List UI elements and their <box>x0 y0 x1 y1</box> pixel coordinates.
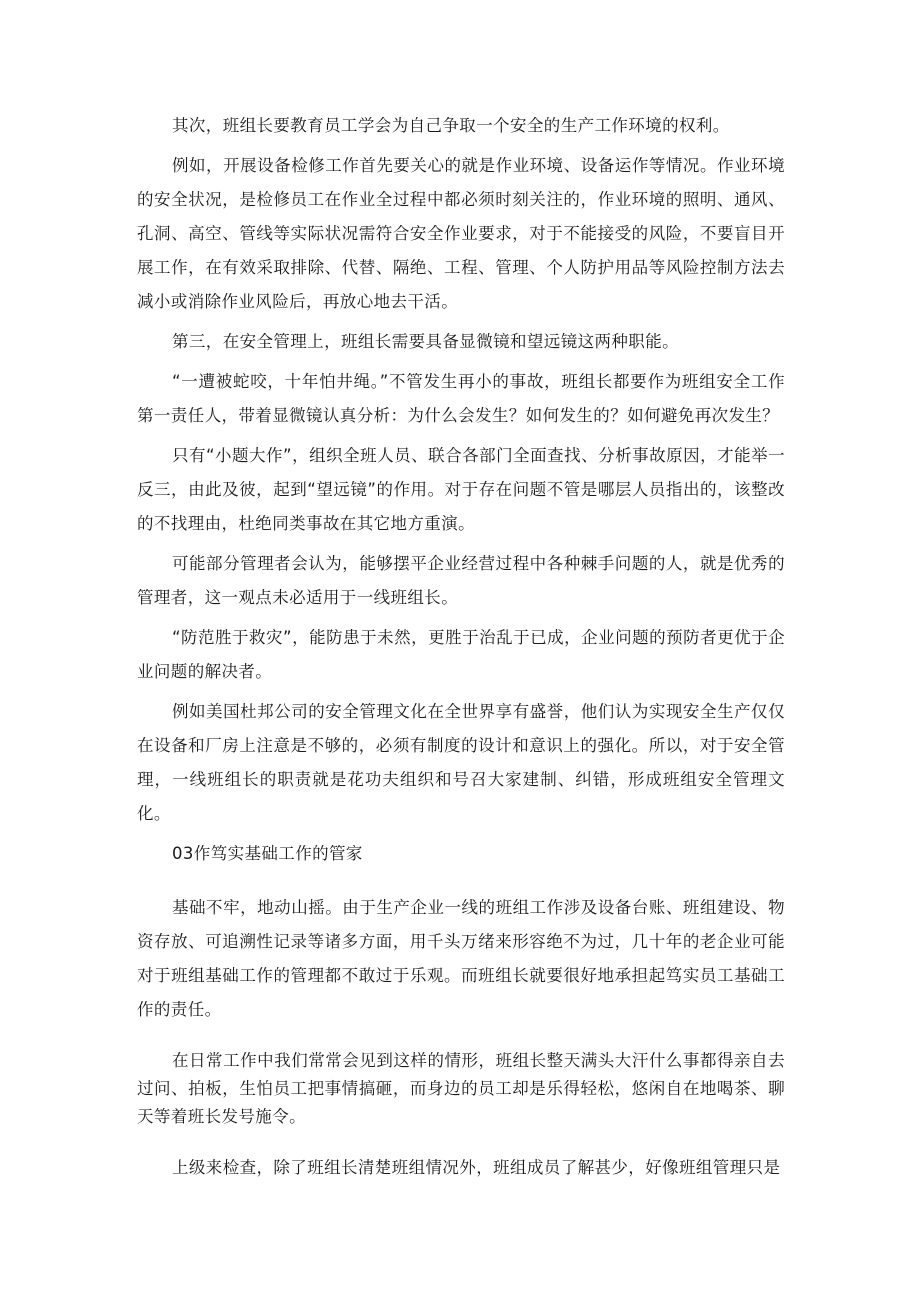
paragraph-make-big-deal: 只有“小题大作”，组织全班人员、联合各部门全面查找、分析事故原因，才能举一反三，由此及彼，起到“望远镜”的作用。对于存在问题不管是哪层人员指出的，该整改的不找理由，杜绝同类事故在其它地方重演。 <box>137 446 785 533</box>
section-heading-03: 03作笃实基础工作的管家 <box>172 844 363 863</box>
document-body <box>137 109 785 1185</box>
paragraph-workers-right: 其次，班组长要教育员工学会为自己争取一个安全的生产工作环境的权利。 <box>172 116 730 135</box>
paragraph-third-point: 第三，在安全管理上，班组长需要具备显微镜和望远镜这两种职能。 <box>172 332 679 351</box>
paragraph-snake-bite-quote: “一遭被蛇咬，十年怕井绳。”不管发生再小的事故，班组长都要作为班组安全工作第一责任人，带着显微镜认真分析：为什么会发生？如何发生的？如何避免再次发生？ <box>137 372 785 425</box>
paragraph-inspection: 上级来检查，除了班组长清楚班组情况外，班组成员了解甚少，好像班组管理只是 <box>172 1158 781 1177</box>
paragraph-maintenance-example: 例如，开展设备检修工作首先要关心的就是作业环境、设备运作等情况。作业环境的安全状况，是检修员工在作业全过程中都必须时刻关注的，作业环境的照明、通风、孔洞、高空、管线等实际状况需符合安全作业要求，对于不能接受的风险，不要盲目开展工作，在有效采取排除、代替、隔绝、工程、管理、个人防护用品等风险控制方法去减小或消除作业风险后，再放心地去干活。 <box>137 156 785 311</box>
paragraph-managers-view: 可能部分管理者会认为，能够摆平企业经营过程中各种棘手问题的人，就是优秀的管理者，这一观点未必适用于一线班组长。 <box>137 554 785 607</box>
paragraph-foundation: 基础不牢，地动山摇。由于生产企业一线的班组工作涉及设备台账、班组建设、物资存放、可追溯性记录等诸多方面，用千头万绪来形容绝不为过，几十年的老企业可能对于班组基础工作的管理都不敢过于乐观。而班组长就要很好地承担起笃实员工基础工作的责任。 <box>137 898 785 1019</box>
paragraph-daily-work: 在日常工作中我们常常会见到这样的情形，班组长整天满头大汗什么事都得亲自去过问、拍板，生怕员工把事情搞砸，而身边的员工却是乐得轻松，悠闲自在地喝茶、聊天等着班长发号施令。 <box>137 1051 785 1126</box>
paragraph-prevention-quote: “防范胜于救灾”，能防患于未然，更胜于治乱于已成，企业问题的预防者更优于企业问题的解决者。 <box>137 628 785 681</box>
paragraph-dupont-example: 例如美国杜邦公司的安全管理文化在全世界享有盛誉，他们认为实现安全生产仅仅在设备和厂房上注意是不够的，必须有制度的设计和意识上的强化。所以，对于安全管理，一线班组长的职责就是花功夫组织和号召大家建制、纠错，形成班组安全管理文化。 <box>137 702 785 823</box>
